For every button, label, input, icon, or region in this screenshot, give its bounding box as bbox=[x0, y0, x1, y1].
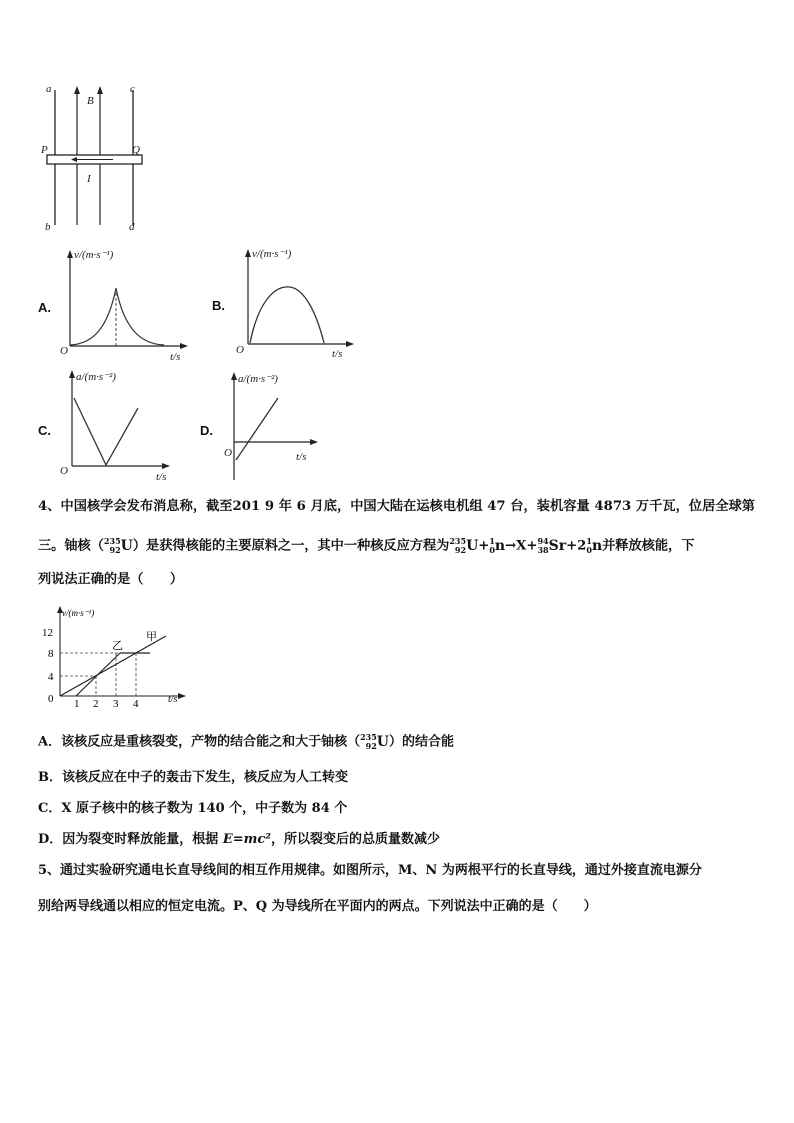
option-a-origin: O bbox=[60, 345, 68, 357]
q4-origin: 0 bbox=[48, 693, 54, 705]
q4-xtick-1: 1 bbox=[74, 698, 80, 708]
q4-option-b: B．该核反应在中子的轰击下发生，核反应为人工转变 bbox=[38, 770, 348, 785]
option-d-origin: O bbox=[224, 447, 232, 459]
q4-line2-a: 三。铀核（ bbox=[38, 538, 104, 554]
q4-xtick-4: 4 bbox=[133, 698, 139, 708]
q4-ytick-4: 4 bbox=[48, 671, 54, 683]
isotope-u-inline: 235 92U bbox=[103, 536, 133, 555]
q4-series-jia: 甲 bbox=[146, 631, 157, 643]
option-b-origin: O bbox=[236, 344, 244, 356]
q4-option-c: C．X 原子核中的核子数为 140 个，中子数为 84 个 bbox=[38, 801, 348, 816]
option-a-xlabel: t/s bbox=[170, 351, 181, 363]
q5-line1: 5、通过实验研究通电长直导线间的相互作用规律。如图所示，M、N 为两根平行的长直导线，通过外接直流电源分 bbox=[38, 863, 702, 878]
q4-line3: 列说法正确的是（ ） bbox=[38, 572, 184, 587]
option-b-ylabel: v/(m·s⁻¹) bbox=[252, 248, 292, 260]
equation-n2: 1 0n bbox=[586, 536, 603, 555]
option-a-ylabel: v/(m·s⁻¹) bbox=[74, 249, 114, 261]
q4-line2-b: ）是获得核能的主要原料之一，其中一种核反应方程为 bbox=[132, 538, 450, 554]
q4-ytick-8: 8 bbox=[48, 648, 54, 660]
q4-xtick-3: 3 bbox=[113, 698, 119, 708]
option-a-letter: A. bbox=[38, 300, 51, 315]
q4-ylabel: v/(m·s⁻¹) bbox=[62, 608, 95, 618]
equation-sr: 94 38Sr bbox=[537, 536, 567, 555]
q4-series-yi: 乙 bbox=[112, 640, 123, 652]
label-c: c bbox=[130, 83, 135, 95]
equation-u: 235 92U bbox=[449, 536, 479, 555]
label-B: B bbox=[87, 95, 94, 107]
option-d-graph bbox=[222, 370, 322, 485]
q4-option-a: A．该核反应是重核裂变，产物的结合能之和大于铀核（235 92U）的结合能 bbox=[38, 732, 455, 751]
isotope-u-option-a: 235 92U bbox=[360, 732, 390, 751]
q4-line2-c: 并释放核能，下 bbox=[602, 538, 695, 554]
option-d-xlabel: t/s bbox=[296, 451, 307, 463]
rail-figure bbox=[35, 80, 155, 235]
label-P: P bbox=[41, 144, 48, 156]
label-I: I bbox=[87, 173, 91, 185]
option-c-ylabel: a/(m·s⁻²) bbox=[76, 371, 116, 383]
q4-option-d: D．因为裂变时释放能量，根据 E=mc²，所以裂变后的总质量数减少 bbox=[38, 832, 440, 847]
q4-xtick-2: 2 bbox=[93, 698, 99, 708]
option-c-origin: O bbox=[60, 465, 68, 477]
option-b-xlabel: t/s bbox=[332, 348, 343, 360]
q4-vt-graph bbox=[40, 604, 200, 708]
option-c-xlabel: t/s bbox=[156, 471, 167, 483]
q4-line2: 三。铀核（235 92U）是获得核能的主要原料之一，其中一种核反应方程为235 92U+1 0n→X+94 38Sr+21 0n并释放核能，下 bbox=[38, 536, 695, 555]
option-a-graph bbox=[58, 248, 193, 363]
q4-ytick-12: 12 bbox=[42, 627, 53, 639]
option-b-graph bbox=[234, 247, 364, 362]
option-c-letter: C. bbox=[38, 423, 51, 438]
q4-line1: 4、中国核学会发布消息称，截至201 9 年 6 月底，中国大陆在运核电机组 47 台，装机容量 4873 万千瓦，位居全球第 bbox=[38, 499, 756, 514]
label-a: a bbox=[46, 83, 52, 95]
label-b: b bbox=[45, 221, 51, 233]
option-c-graph bbox=[58, 368, 178, 483]
q4-xlabel: t/s bbox=[168, 694, 178, 705]
label-d: d bbox=[129, 221, 135, 233]
label-Q: Q bbox=[132, 144, 140, 156]
option-d-letter: D. bbox=[200, 423, 213, 438]
option-b-letter: B. bbox=[212, 298, 225, 313]
option-d-ylabel: a/(m·s⁻²) bbox=[238, 373, 278, 385]
q5-line2: 别给两导线通以相应的恒定电流。P、Q 为导线所在平面内的两点。下列说法中正确的是（ ） bbox=[38, 899, 597, 914]
equation-n1: 1 0n bbox=[489, 536, 506, 555]
